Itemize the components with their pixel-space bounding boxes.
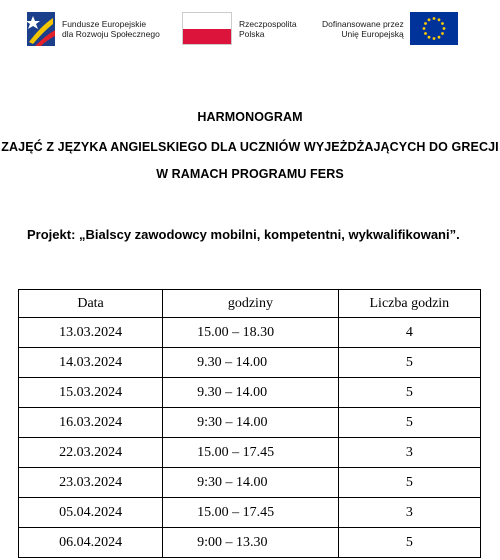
cell-date: 16.03.2024	[19, 408, 163, 438]
cell-date: 22.03.2024	[19, 438, 163, 468]
title-subject: ZAJĘĆ Z JĘZYKA ANGIELSKIEGO DLA UCZNIÓW WYJEŻDŻAJĄCYCH DO GRECJI	[1, 140, 499, 154]
cell-date: 15.03.2024	[19, 378, 163, 408]
cell-hours: 9.30 – 14.00	[163, 348, 339, 378]
table-row	[19, 348, 481, 378]
rp-logo	[182, 12, 297, 45]
fe-logo-text	[62, 19, 160, 39]
cell-hours: 15.00 – 18.30	[163, 318, 339, 348]
cell-hours: 9.30 – 14.00	[163, 378, 339, 408]
table-row	[19, 378, 481, 408]
eu-line1: Dofinansowane przez	[322, 18, 404, 29]
header-hours: godziny	[163, 290, 339, 318]
table-row	[19, 318, 481, 348]
fe-logo	[27, 12, 160, 46]
cell-hours: 9:30 – 14.00	[163, 468, 339, 498]
title-harmonogram: HARMONOGRAM	[197, 110, 303, 124]
cell-date: 14.03.2024	[19, 348, 163, 378]
cell-hours: 15.00 – 17.45	[163, 498, 339, 528]
cell-hour-count: 5	[338, 468, 480, 498]
fe-line1: Fundusze Europejskie	[62, 19, 147, 29]
cell-date: 23.03.2024	[19, 468, 163, 498]
fundusze-europejskie-emblem-icon	[27, 12, 55, 46]
table-row	[19, 468, 481, 498]
cell-hour-count: 5	[338, 528, 480, 558]
table-row	[19, 498, 481, 528]
cell-hour-count: 5	[338, 348, 480, 378]
title-program: W RAMACH PROGRAMU FERS	[156, 167, 344, 181]
cell-hour-count: 5	[338, 408, 480, 438]
logo-bar	[0, 0, 500, 62]
eu-flag-icon	[410, 12, 458, 45]
schedule-table	[18, 289, 481, 558]
cell-date: 05.04.2024	[19, 498, 163, 528]
cell-hours: 9:30 – 14.00	[163, 408, 339, 438]
rp-line1: Rzeczpospolita	[239, 18, 297, 29]
eu-line2: Unię Europejską	[341, 28, 404, 39]
cell-hour-count: 3	[338, 498, 480, 528]
table-row	[19, 408, 481, 438]
cell-hour-count: 5	[338, 378, 480, 408]
cell-hour-count: 4	[338, 318, 480, 348]
table-row	[19, 528, 481, 558]
header-date: Data	[19, 290, 163, 318]
rp-logo-text	[239, 19, 297, 39]
fe-line2: dla Rozwoju Społecznego	[62, 29, 160, 39]
project-name: Projekt: „Bialscy zawodowcy mobilni, kompetentni, wykwalifikowani”.	[27, 227, 460, 242]
eu-logo-text	[322, 19, 404, 39]
polish-flag-icon	[182, 12, 232, 45]
cell-date: 06.04.2024	[19, 528, 163, 558]
cell-hours: 9:00 – 13.30	[163, 528, 339, 558]
eu-logo	[322, 12, 458, 45]
rp-line2: Polska	[239, 28, 265, 39]
table-header-row	[19, 290, 481, 318]
cell-date: 13.03.2024	[19, 318, 163, 348]
header-hour-count: Liczba godzin	[338, 290, 480, 318]
cell-hour-count: 3	[338, 438, 480, 468]
cell-hours: 15.00 – 17.45	[163, 438, 339, 468]
table-row	[19, 438, 481, 468]
